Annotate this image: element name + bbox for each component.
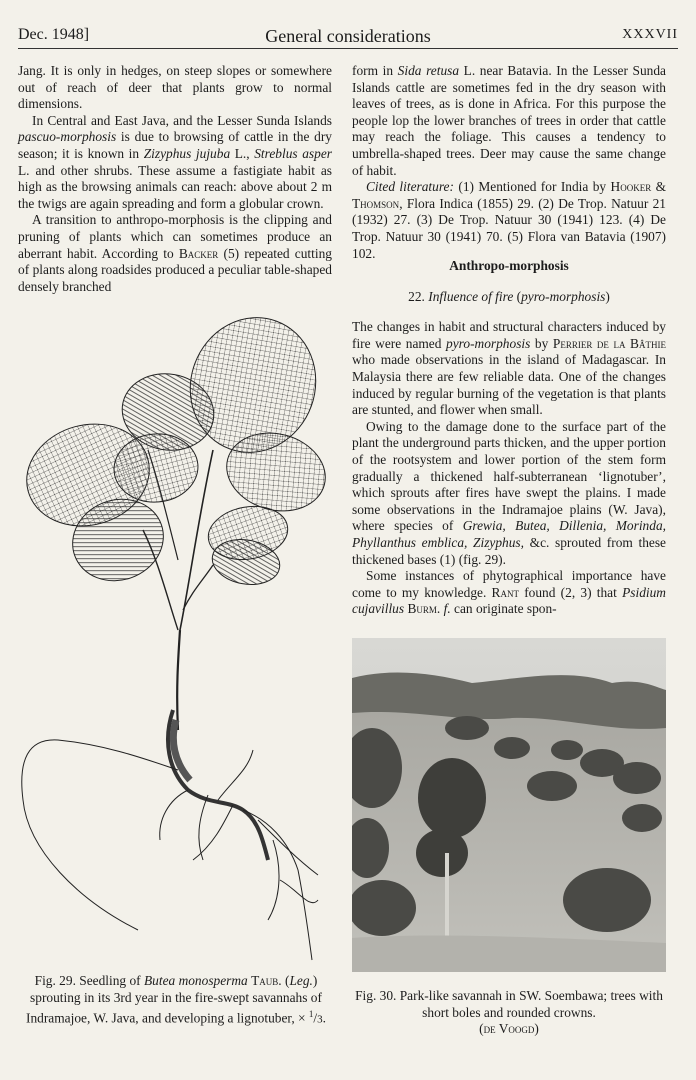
paragraph: Some instances of phytographical importance have come to my knowledge. Rant found (2, 3) that Psidium cujavillus Burm. f. can originate spon- — [352, 568, 666, 617]
paragraph: A transition to anthropo-morphosis is the clipping and pruning of plants which can sometimes produce an aberrant habit. According to Backer (5) repeated cutting of plants along roadsides produced a peculiar table-shaped densely branched — [18, 212, 332, 294]
section-heading: Anthropo-morphosis — [449, 258, 569, 273]
figure-29-caption: Fig. 29. Seedling of Butea monosperma Taub. (Leg.) sprouting in its 3rd year in the fire-swept savannahs of Indramajoe, W. Java, and developing a lignotuber, × $^1$/3. — [25, 973, 327, 1026]
running-head — [18, 26, 678, 49]
figure-30-savannah-photo — [352, 638, 666, 972]
figure-29-seedling-drawing — [18, 300, 338, 970]
paragraph: form in Sida retusa L. near Batavia. In the Lesser Sunda Islands cattle are sometimes fed in the dry season with leaves of trees, as is done in Africa. For this purpose the people lop the lower branches of trees in order that cattle may reach the foliage. This causes a tendency to umbrella-shaped trees. Deer may cause the same change of habit. — [352, 63, 667, 178]
header-date: Dec. 1948] — [18, 26, 90, 43]
paragraph: Jang. It is only in hedges, on steep slopes or somewhere out of reach of deer that plants grow to normal dimensions. — [18, 63, 332, 112]
figure-30-caption: Fig. 30. Park-like savannah in SW. Soembawa; trees with short boles and rounded crowns. (de Voogd) — [355, 988, 663, 1037]
cited-literature: Cited literature: (1) Mentioned for India by Hooker & Thomson, Flora Indica (1855) 29. (2) De Trop. Natuur 21 (1932) 27. (3) De Trop. Natuur 30 (1941) 123. (4) De Trop. Natuur 30 (1941) 70. (5) Flora van Batavia (1907) 102. — [352, 179, 667, 261]
subsection-heading: 22. Influence of fire (pyro-morphosis) — [408, 288, 610, 304]
paragraph: The changes in habit and structural characters induced by fire were named pyro-morphosis by Perrier de la Bâthie who made observations in the island of Madagascar. In Malaysia there are few reliable data. One of the changes induced by regular burning of the vegetation is that plants are stunted, and flower when small. — [352, 319, 666, 418]
header-title: General considerations — [265, 26, 431, 46]
right-column-text — [352, 63, 666, 262]
section-anthropo-morphosis — [352, 258, 666, 618]
left-column-text — [18, 63, 332, 295]
page-number: XXXVII — [622, 27, 678, 42]
paragraph: In Central and East Java, and the Lesser Sunda Islands pascuo-morphosis is due to browsing of cattle in the dry season; it is known in Zizyphus jujuba L., Streblus asper L. and other shrubs. These assume a fastigiate habit as high as the browsing animals can reach: above about 2 m the twigs are again spreading and form a globular crown. — [18, 112, 332, 211]
paragraph: Owing to the damage done to the surface part of the plant the underground parts thicken, and the upper portion of the rootsystem and lower portion of the stem form gradually a thickened half-subterranean ‘lignotuber’, which sprouts after fires have swept the plains. I made some observations in the Indramajoe plains (W. Java), where species of Grewia, Butea, Dillenia, Morinda, Phyllanthus emblica, Zizyphus, &c. sprouted from these thickened bases (1) (fig. 29). — [352, 418, 666, 567]
